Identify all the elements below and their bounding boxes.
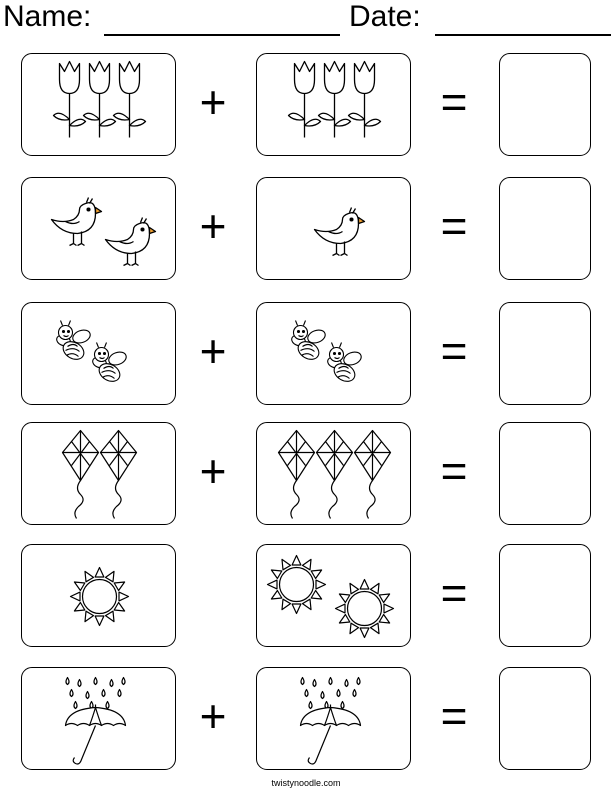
kite-illustration — [22, 423, 177, 526]
equals-sign: = — [440, 444, 468, 497]
umbrella-illustration — [22, 668, 177, 771]
equals-sign: = — [440, 689, 468, 742]
date-label: Date: — [349, 0, 421, 33]
bird-illustration — [257, 178, 412, 281]
picture-box-left — [21, 422, 176, 525]
answer-box[interactable] — [499, 302, 591, 405]
name-line[interactable] — [104, 34, 340, 36]
picture-box-right — [256, 177, 411, 280]
plus-sign: + — [199, 689, 227, 742]
equals-sign: = — [440, 324, 468, 377]
plus-sign: + — [199, 199, 227, 252]
bee-illustration — [257, 303, 412, 406]
answer-box[interactable] — [499, 177, 591, 280]
sun-illustration — [22, 545, 177, 648]
picture-box-left — [21, 544, 176, 647]
plus-sign: + — [199, 324, 227, 377]
tulip-illustration — [22, 54, 177, 157]
picture-box-right — [256, 53, 411, 156]
answer-box[interactable] — [499, 544, 591, 647]
umbrella-illustration — [257, 668, 412, 771]
bird-illustration — [22, 178, 177, 281]
picture-box-left — [21, 177, 176, 280]
footer-site: twistynoodle.com — [271, 778, 341, 788]
worksheet-header — [0, 0, 612, 40]
picture-box-right — [256, 544, 411, 647]
equals-sign: = — [440, 566, 468, 619]
plus-sign: + — [199, 75, 227, 128]
kite-illustration — [257, 423, 412, 526]
picture-box-right — [256, 302, 411, 405]
bee-illustration — [22, 303, 177, 406]
plus-sign: + — [199, 444, 227, 497]
picture-box-left — [21, 667, 176, 770]
picture-box-left — [21, 302, 176, 405]
equals-sign: = — [440, 199, 468, 252]
picture-box-right — [256, 422, 411, 525]
answer-box[interactable] — [499, 667, 591, 770]
name-label: Name: — [3, 0, 92, 33]
sun-illustration — [257, 545, 412, 648]
tulip-illustration — [257, 54, 412, 157]
answer-box[interactable] — [499, 422, 591, 525]
equals-sign: = — [440, 75, 468, 128]
date-line[interactable] — [435, 34, 611, 36]
picture-box-left — [21, 53, 176, 156]
answer-box[interactable] — [499, 53, 591, 156]
picture-box-right — [256, 667, 411, 770]
